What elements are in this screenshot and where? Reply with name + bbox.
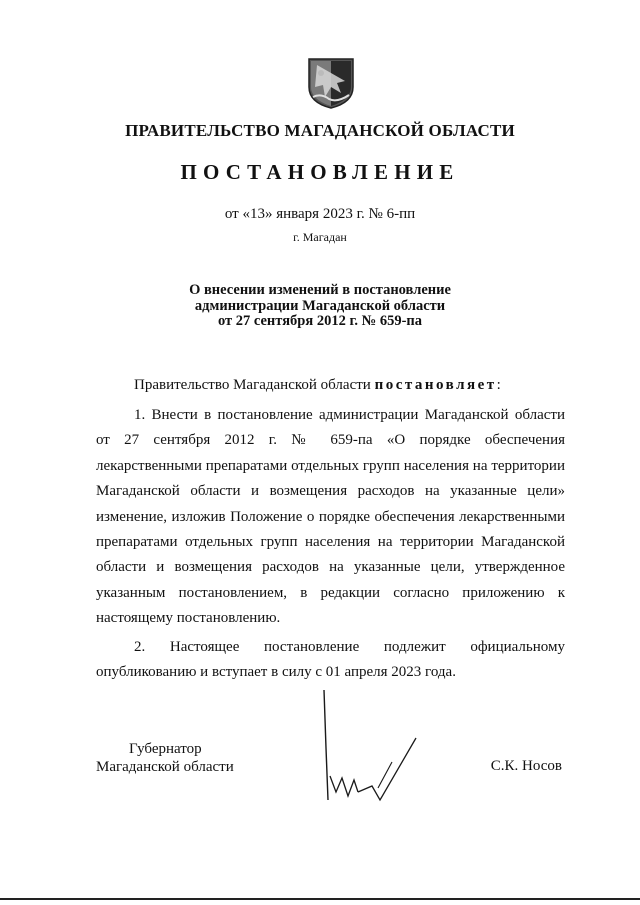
- intro-resolves: постановляет: [374, 377, 497, 393]
- decree-subject: [0, 283, 640, 330]
- decree-item-2: 2. Настоящее постановление подлежит официальному опубликованию и вступает в силу с 01 апреля 2023 года.: [96, 639, 565, 681]
- decree-intro: [96, 377, 565, 394]
- handwritten-signature: [318, 688, 428, 818]
- signatory-title-line: Магаданской области: [96, 759, 234, 775]
- signatory-title: [96, 740, 234, 776]
- intro-suffix: :: [496, 377, 501, 393]
- coat-of-arms-icon: [307, 57, 355, 109]
- subject-line: от 27 сентября 2012 г. № 659-па: [217, 313, 423, 329]
- page-bottom-rule: [0, 898, 640, 900]
- signatory-title-line: Губернатор: [129, 741, 202, 757]
- intro-prefix: Правительство Магаданской области: [134, 377, 375, 393]
- decree-date-number: от «13» января 2023 г. № 6-пп: [224, 206, 416, 222]
- government-name: ПРАВИТЕЛЬСТВО МАГАДАНСКОЙ ОБЛАСТИ: [125, 121, 515, 140]
- decree-item-1: 1. Внести в постановление администрации Магаданской области от 27 сентября 2012 г. № 659-па «О порядке обеспечения лекарственными препаратами отдельных групп населения на территории Магаданской области и возмещения расходов на указанные цели» изменение, изложив Положение о порядке обеспечения лекарственными препаратами отдельных групп населения на территории Магаданской области и возмещения расходов на указанные цели, утвержденное указанным постановлением, в редакции согласно приложению к настоящему постановлению.: [96, 407, 565, 627]
- decree-city: г. Магадан: [293, 230, 347, 244]
- subject-line: О внесении изменений в постановление: [189, 282, 451, 298]
- document-type: ПОСТАНОВЛЕНИЕ: [180, 160, 460, 184]
- signatory-name: С.К. Носов: [490, 758, 562, 774]
- subject-line: администрации Магаданской области: [194, 297, 446, 314]
